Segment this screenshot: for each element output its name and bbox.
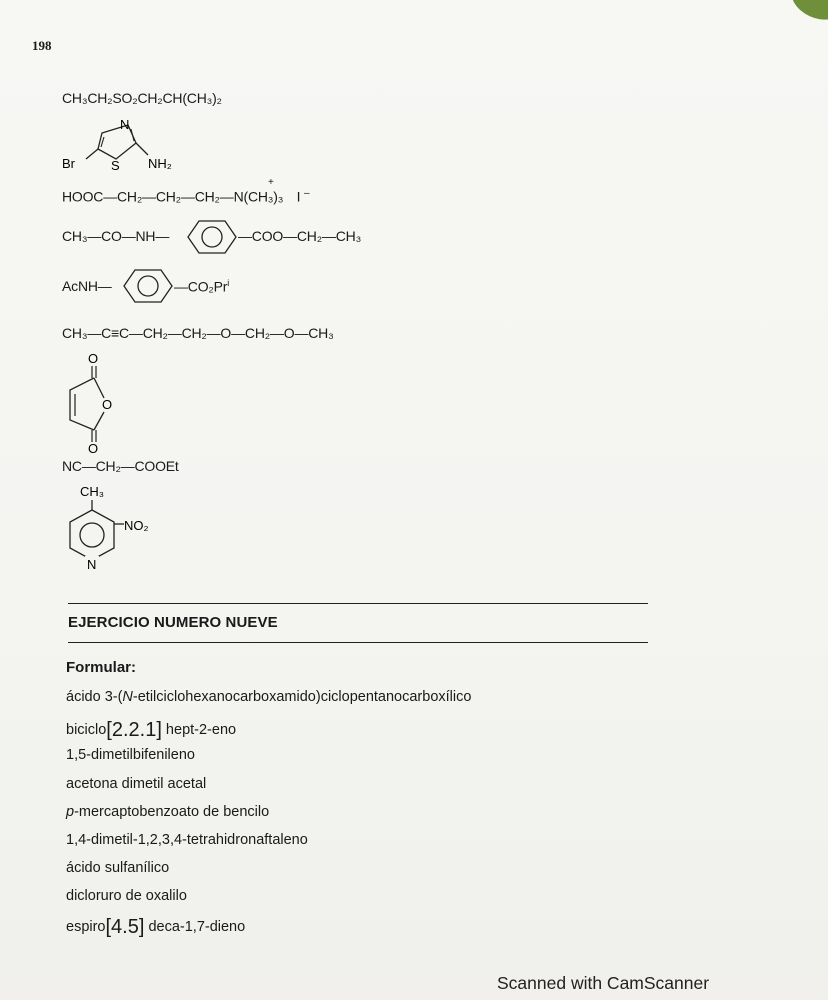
- benzene-ring-1: [186, 219, 238, 260]
- formula-ethylsulfonyl: CH₃CH₂SO₂CH₂CH(CH₃)₂: [62, 90, 222, 106]
- exercise-item: [66, 689, 471, 705]
- exercise-item-text: ácido sulfanílico: [66, 860, 170, 876]
- exercise-item-text: [2.2.1]: [106, 719, 162, 741]
- exercise-item: [66, 804, 269, 820]
- exercise-item-text: 1,4-dimetil-1,2,3,4-tetrahidronaftaleno: [66, 832, 308, 848]
- section-subtitle: Formular:: [66, 659, 137, 676]
- formula-nitrogen-plus: +: [268, 177, 274, 188]
- formula-ammonium-main: HOOC—CH₂—CH₂—CH₂—N(CH₃)₃: [62, 188, 284, 205]
- formula-iodide-charge: –: [304, 188, 310, 199]
- exercise-item: [66, 860, 169, 876]
- formula-co2pr: [174, 278, 229, 295]
- thiazole-s-label: S: [111, 158, 120, 173]
- exercise-item: [66, 888, 187, 904]
- exercise-item-text: -etilciclohexanocarboxamido)ciclopentanocarboxílico: [132, 689, 472, 705]
- formula-co2pr-text: —CO₂Pr: [174, 278, 228, 295]
- pyridine-n-label: N: [87, 557, 97, 572]
- exercise-item: [66, 832, 308, 848]
- page-number: 198: [32, 38, 52, 53]
- structure-bromothiazole: [58, 115, 198, 182]
- exercise-item: [66, 747, 195, 763]
- structure-methyl-nitropyridine: [58, 480, 178, 581]
- exercise-item-text: p: [66, 804, 75, 820]
- exercise-item-text: dicloruro de oxalilo: [66, 888, 187, 904]
- exercise-item: [66, 776, 206, 792]
- formula-iodide: I: [296, 188, 301, 205]
- exercise-item: [66, 916, 245, 939]
- anhydride-o-top: O: [88, 351, 99, 366]
- exercise-item-text: acetona dimetil acetal: [66, 776, 207, 792]
- exercise-item-text: 1,5-dimetilbifenileno: [66, 747, 195, 763]
- exercise-item: [66, 719, 236, 742]
- exercise-item-text: [4.5]: [105, 916, 145, 938]
- exercise-item-text: ácido 3-(: [66, 689, 123, 705]
- formula-ethyl-acetamidobenzoate: [62, 228, 169, 244]
- exercise-item-text: N: [122, 689, 133, 705]
- thiazole-nh2-label: NH₂: [148, 156, 172, 171]
- exercise-item-text: espiro: [66, 919, 106, 935]
- formula-co2pr-sup: i: [227, 278, 230, 288]
- scanner-watermark: Scanned with CamScanner: [497, 973, 710, 993]
- structure-maleic-anhydride: [58, 348, 128, 459]
- divider-bottom: [68, 642, 648, 643]
- anhydride-o-bottom: O: [88, 441, 99, 454]
- section-title: EJERCICIO NUMERO NUEVE: [68, 614, 278, 631]
- formula-ethyl-cyanoacetate: NC—CH₂—COOEt: [62, 458, 179, 474]
- exercise-item-text: biciclo: [66, 722, 107, 738]
- pyridine-no2-label: NO₂: [124, 518, 149, 533]
- exercise-item-text: deca-1,7-dieno: [144, 919, 246, 935]
- formula-alkyne-ether: CH₃—C≡C—CH₂—CH₂—O—CH₂—O—CH₃: [62, 325, 334, 341]
- anhydride-o-ring: O: [102, 397, 113, 412]
- exercise-item-text: -mercaptobenzoato de bencilo: [74, 804, 270, 820]
- formula-acetamido-left: CH₃—CO—NH—: [62, 228, 170, 244]
- thiazole-br-label: Br: [62, 156, 75, 171]
- leaf-decoration: [784, 0, 828, 28]
- formula-ester-right: —COO—CH₂—CH₃: [238, 228, 362, 244]
- thiazole-n-label: N: [120, 117, 130, 132]
- pyridine-ch3-label: CH₃: [80, 484, 105, 499]
- formula-ammonium-iodide: [62, 188, 309, 205]
- divider-top: [68, 603, 648, 604]
- formula-acnh: AcNH—: [62, 278, 112, 294]
- benzene-ring-2: [122, 268, 174, 309]
- exercise-item-text: hept-2-eno: [161, 722, 237, 738]
